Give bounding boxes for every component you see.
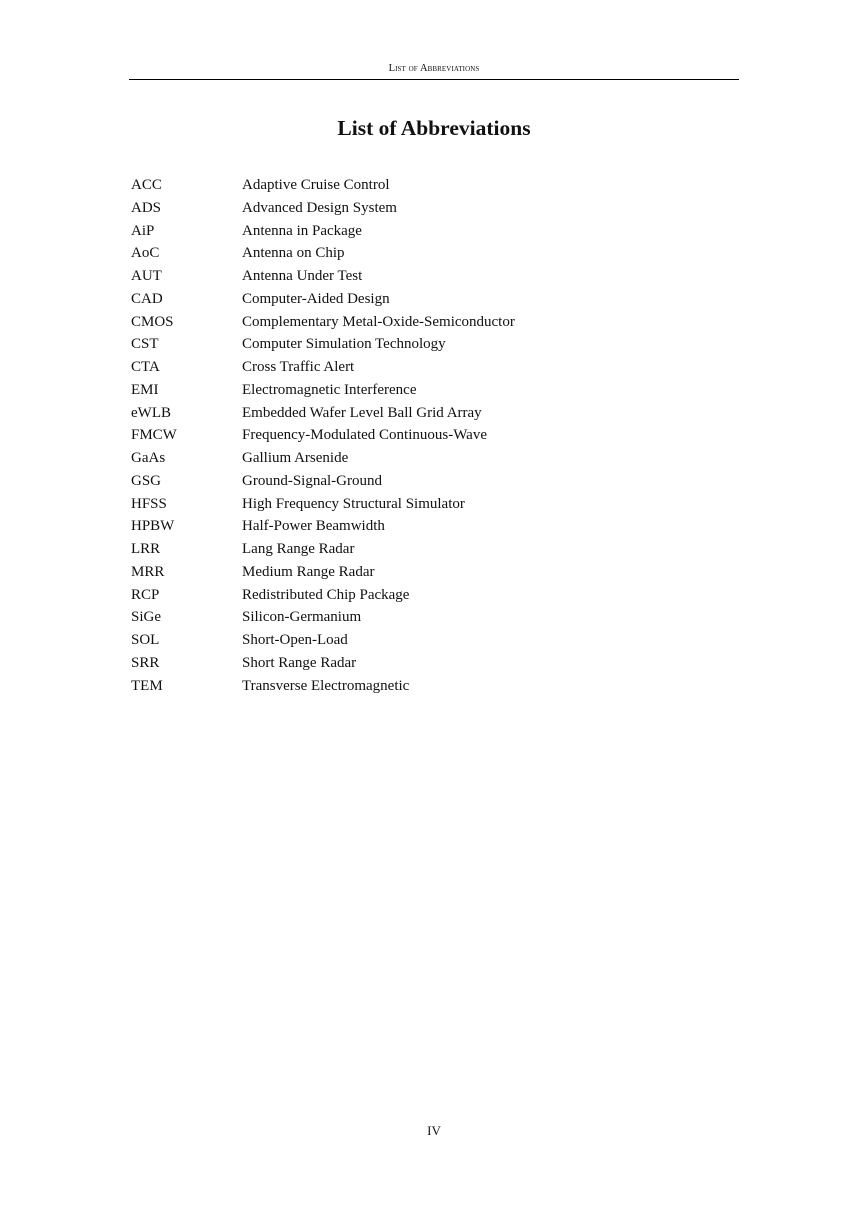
abbreviation-definition: Lang Range Radar — [242, 541, 355, 557]
abbreviation-term: GaAs — [131, 450, 166, 466]
abbreviation-term: CMOS — [131, 313, 174, 330]
abbreviation-row — [131, 333, 731, 356]
abbreviation-term: HPBW — [131, 518, 175, 535]
abbreviation-term: ADS — [131, 199, 162, 216]
abbreviation-definition: Short Range Radar — [242, 654, 357, 671]
abbreviation-term: GSG — [131, 472, 162, 489]
abbreviation-term: AoC — [131, 245, 160, 262]
abbreviation-term: SRR — [131, 654, 160, 671]
abbreviation-row — [131, 174, 731, 197]
abbreviation-term: TEM — [131, 677, 163, 694]
abbreviation-term: SiGe — [131, 609, 161, 626]
abbreviation-row — [131, 515, 731, 538]
abbreviation-term: HFSS — [131, 495, 167, 512]
abbreviation-row — [131, 538, 731, 561]
abbreviation-term: SOL — [131, 632, 160, 648]
abbreviation-definition: Cross Traffic Alert — [242, 359, 355, 375]
abbreviation-definition: Gallium Arsenide — [242, 450, 349, 466]
abbreviation-row — [131, 220, 731, 243]
abbreviation-definition: Frequency-Modulated Continuous-Wave — [242, 427, 487, 444]
abbreviation-definition: Computer Simulation Technology — [242, 336, 446, 353]
abbreviation-definition: Antenna on Chip — [242, 245, 345, 262]
abbreviation-definition: Medium Range Radar — [242, 563, 375, 580]
abbreviation-row — [131, 629, 731, 652]
abbreviation-definition: Computer-Aided Design — [242, 290, 390, 307]
abbreviation-term: LRR — [131, 541, 161, 557]
abbreviation-definition: Antenna in Package — [242, 222, 362, 239]
abbreviation-term: CAD — [131, 290, 163, 307]
abbreviation-row — [131, 470, 731, 493]
abbreviation-term: eWLB — [131, 404, 171, 421]
abbreviation-term: CTA — [131, 359, 160, 375]
abbreviation-definition: Adaptive Cruise Control — [242, 177, 390, 193]
abbreviation-definition: Short-Open-Load — [242, 632, 348, 648]
abbreviation-row — [131, 356, 731, 379]
abbreviation-definition: Antenna Under Test — [242, 268, 363, 284]
running-header: List of Abbreviations — [388, 63, 480, 74]
abbreviation-definition: Redistributed Chip Package — [242, 586, 410, 603]
abbreviation-definition: Half-Power Beamwidth — [242, 518, 385, 535]
abbreviation-row — [131, 447, 731, 470]
abbreviation-definition: Embedded Wafer Level Ball Grid Array — [242, 404, 482, 421]
abbreviation-definition: Ground-Signal-Ground — [242, 472, 382, 489]
abbreviation-row — [131, 242, 731, 265]
abbreviation-term: FMCW — [131, 427, 177, 444]
abbreviation-row — [131, 652, 731, 675]
abbreviation-row — [131, 288, 731, 311]
abbreviation-row — [131, 561, 731, 584]
header-rule — [129, 79, 739, 80]
abbreviation-definition: Silicon-Germanium — [242, 609, 362, 626]
abbreviation-row — [131, 584, 731, 607]
abbreviation-definition: Transverse Electromagnetic — [242, 677, 410, 694]
abbreviation-row — [131, 197, 731, 220]
abbreviation-row — [131, 493, 731, 516]
abbreviation-term: EMI — [131, 381, 159, 398]
abbreviation-row — [131, 265, 731, 288]
abbreviation-term: RCP — [131, 586, 160, 603]
abbreviation-row — [131, 675, 731, 698]
abbreviation-list — [131, 174, 731, 697]
abbreviation-definition: Advanced Design System — [242, 199, 397, 216]
abbreviation-row — [131, 311, 731, 334]
abbreviation-term: MRR — [131, 563, 165, 580]
page-title: List of Abbreviations — [337, 116, 531, 140]
page-number: IV — [427, 1123, 441, 1138]
abbreviation-term: AUT — [131, 268, 162, 284]
abbreviation-row — [131, 379, 731, 402]
abbreviation-term: ACC — [131, 177, 162, 193]
abbreviation-definition: Complementary Metal-Oxide-Semiconductor — [242, 313, 515, 330]
abbreviation-term: AiP — [131, 222, 155, 239]
abbreviation-row — [131, 402, 731, 425]
abbreviation-term: CST — [131, 336, 159, 353]
abbreviation-row — [131, 606, 731, 629]
abbreviation-definition: High Frequency Structural Simulator — [242, 495, 465, 512]
abbreviation-definition: Electromagnetic Interference — [242, 381, 417, 398]
abbreviation-row — [131, 424, 731, 447]
